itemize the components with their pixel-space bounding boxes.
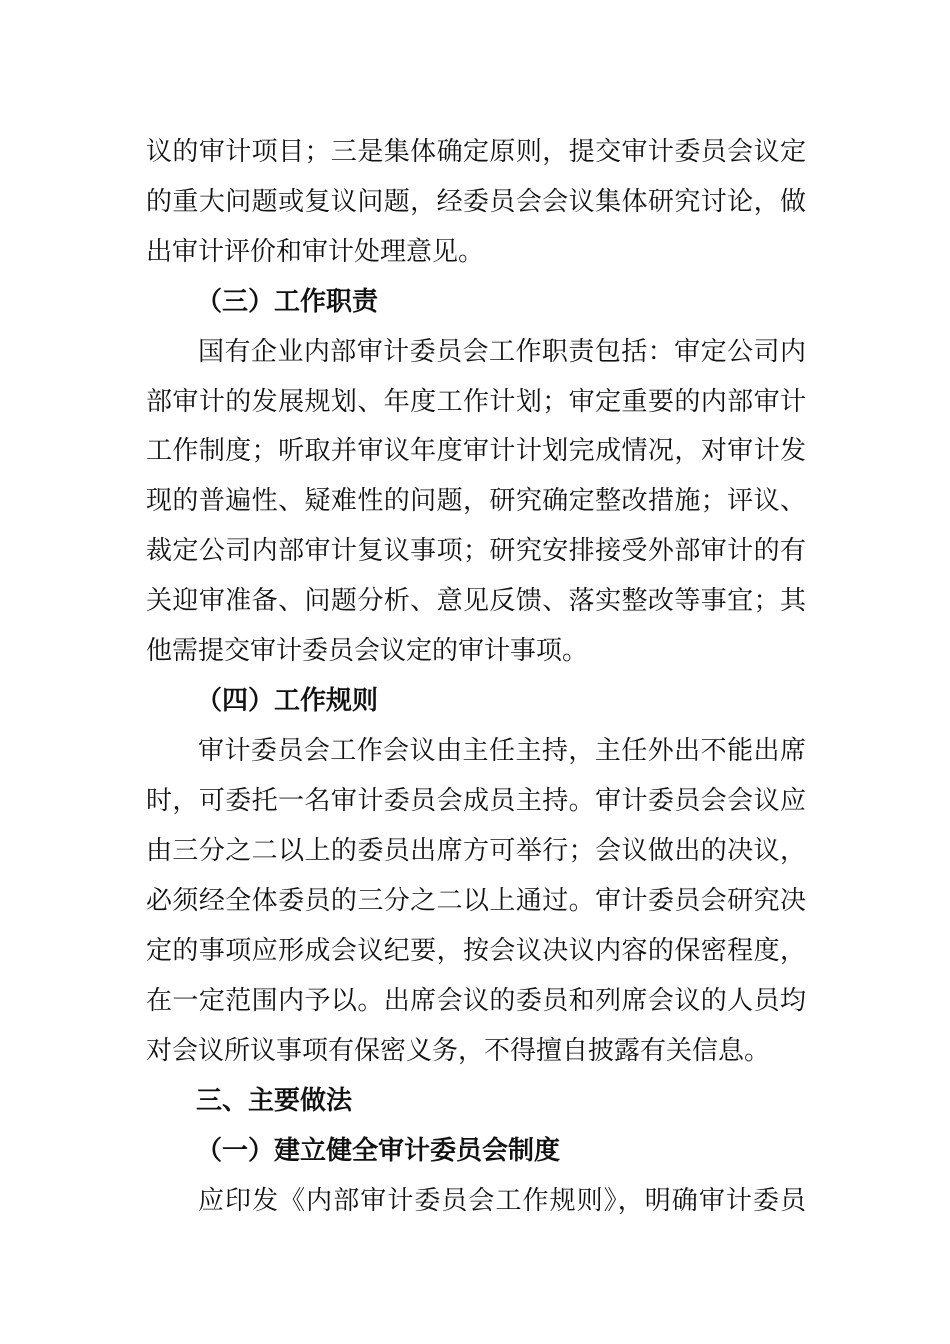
paragraph-2-line-4: 现的普遍性、疑难性的问题，研究确定整改措施；评议、	[146, 486, 806, 516]
paragraph-3-line-3: 由三分之二以上的委员出席方可举行；会议做出的决议，	[146, 836, 806, 866]
paragraph-3-line-2: 时，可委托一名审计委员会成员主持。审计委员会会议应	[146, 786, 806, 816]
paragraph-1-line-1: 议的审计项目；三是集体确定原则，提交审计委员会议定	[146, 137, 806, 167]
paragraph-2-line-2: 部审计的发展规划、年度工作计划；审定重要的内部审计	[146, 387, 806, 417]
section-heading-work-duties: （三）工作职责	[196, 287, 379, 317]
paragraph-3-line-5: 定的事项应形成会议纪要，按会议决议内容的保密程度，	[146, 936, 806, 966]
paragraph-2-line-6: 关迎审准备、问题分析、意见反馈、落实整改等事宜；其	[146, 586, 806, 616]
paragraph-3-line-7: 对会议所议事项有保密义务，不得擅自披露有关信息。	[146, 1036, 771, 1066]
paragraph-3-line-4: 必须经全体委员的三分之二以上通过。审计委员会研究决	[146, 886, 806, 916]
section-heading-establish-system: （一）建立健全审计委员会制度	[196, 1136, 561, 1166]
paragraph-2-line-3: 工作制度；听取并审议年度审计计划完成情况，对审计发	[146, 436, 806, 466]
paragraph-1-line-3: 出审计评价和审计处理意见。	[146, 237, 485, 267]
paragraph-3-line-6: 在一定范围内予以。出席会议的委员和列席会议的人员均	[146, 986, 806, 1016]
paragraph-2-line-1: 国有企业内部审计委员会工作职责包括：审定公司内	[198, 337, 806, 367]
paragraph-3-line-1: 审计委员会工作会议由主任主持，主任外出不能出席	[198, 736, 806, 766]
paragraph-1-line-2: 的重大问题或复议问题，经委员会会议集体研究讨论，做	[146, 187, 806, 217]
paragraph-2-line-5: 裁定公司内部审计复议事项；研究安排接受外部审计的有	[146, 536, 806, 566]
section-heading-main-practices: 三、主要做法	[196, 1086, 353, 1116]
paragraph-4-line-1: 应印发《内部审计委员会工作规则》，明确审计委员	[198, 1186, 806, 1216]
paragraph-2-line-7: 他需提交审计委员会议定的审计事项。	[146, 636, 589, 666]
section-heading-work-rules: （四）工作规则	[196, 686, 379, 716]
